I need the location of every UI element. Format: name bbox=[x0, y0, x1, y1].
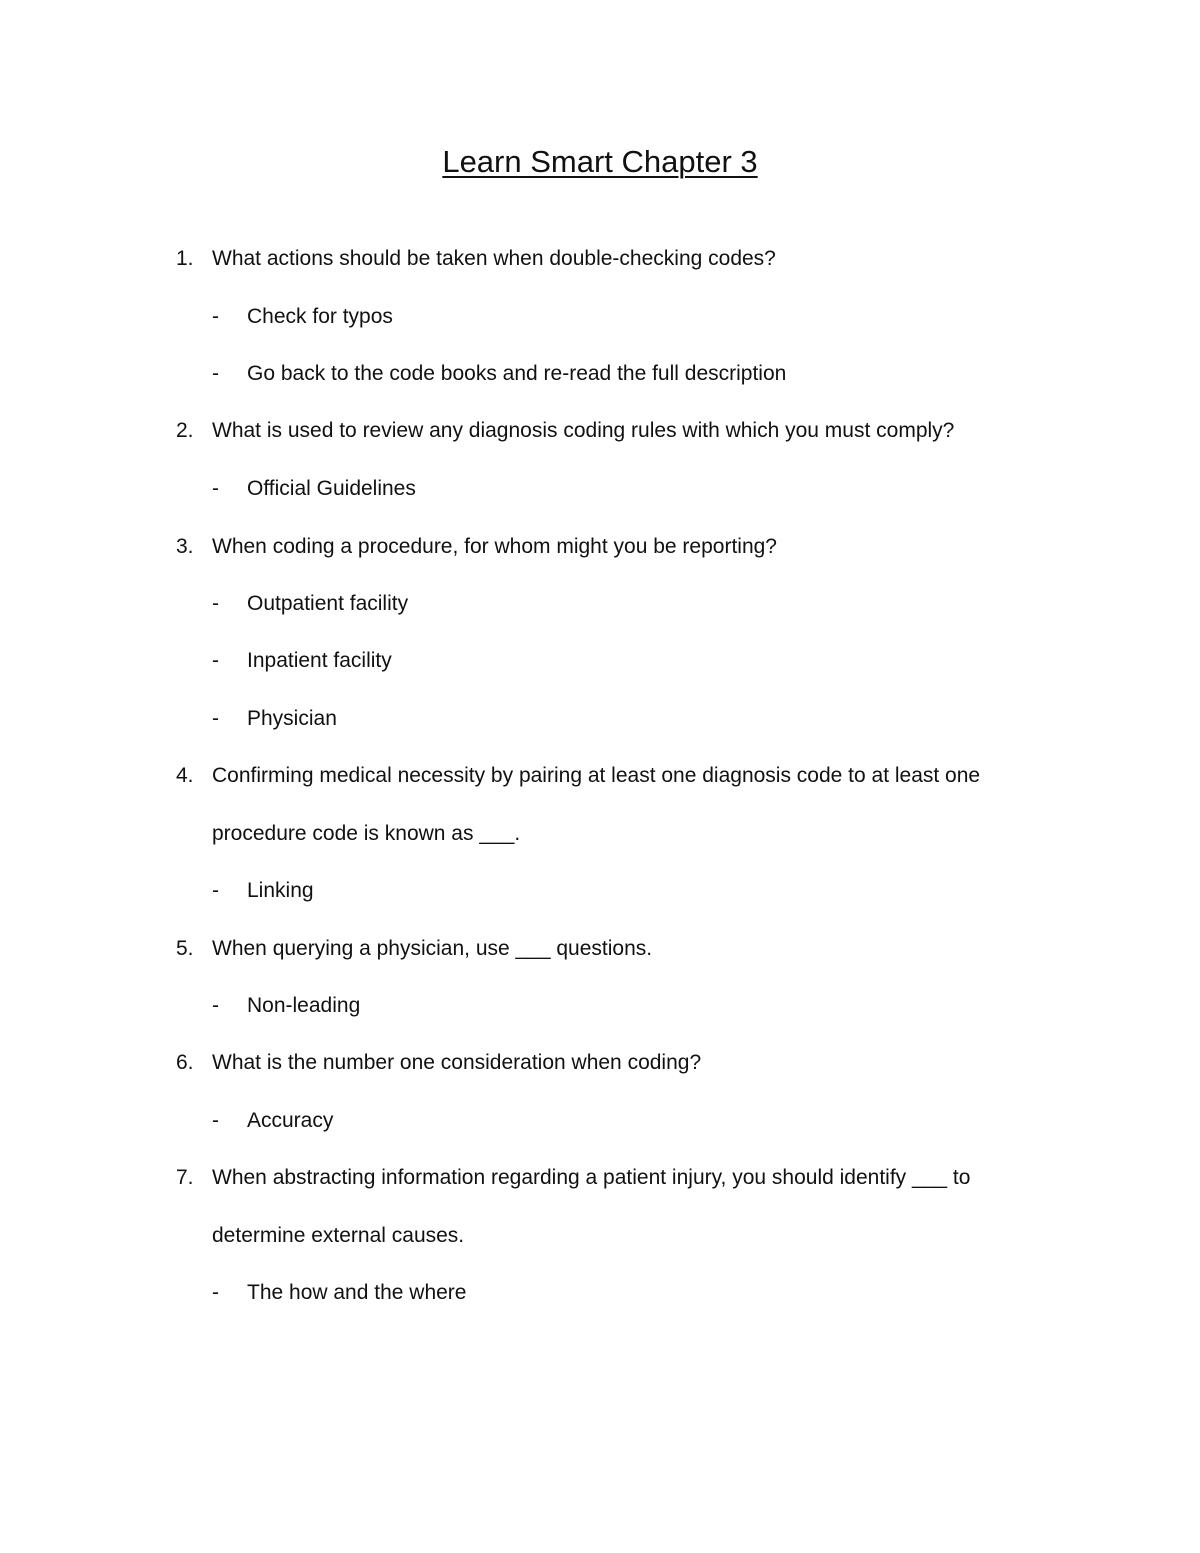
answer-text: Go back to the code books and re-read the full description bbox=[247, 362, 787, 385]
bullet-dash: - bbox=[212, 592, 219, 615]
question-text: Confirming medical necessity by pairing at least one diagnosis code to at least one bbox=[212, 764, 981, 787]
answer-text: The how and the where bbox=[247, 1281, 467, 1304]
answer-text: Linking bbox=[247, 879, 314, 902]
question-text: When coding a procedure, for whom might you be reporting? bbox=[212, 535, 777, 558]
answer-text: Outpatient facility bbox=[247, 592, 409, 615]
question-text: procedure code is known as ___. bbox=[212, 822, 521, 845]
bullet-dash: - bbox=[212, 649, 219, 672]
bullet-dash: - bbox=[212, 879, 219, 902]
question-text: What is the number one consideration when coding? bbox=[212, 1051, 702, 1074]
question-number: 1. bbox=[176, 247, 194, 270]
bullet-dash: - bbox=[212, 305, 219, 328]
question-number: 2. bbox=[176, 419, 194, 442]
answer-text: Non-leading bbox=[247, 994, 361, 1017]
answer-text: Accuracy bbox=[247, 1109, 334, 1132]
question-text: What actions should be taken when double-checking codes? bbox=[212, 247, 776, 270]
answer-text: Physician bbox=[247, 707, 337, 730]
question-text: When querying a physician, use ___ questions. bbox=[212, 937, 653, 960]
question-number: 6. bbox=[176, 1051, 194, 1074]
question-text: What is used to review any diagnosis coding rules with which you must comply? bbox=[212, 419, 955, 442]
answer-text: Check for typos bbox=[247, 305, 393, 328]
bullet-dash: - bbox=[212, 707, 219, 730]
answer-text: Inpatient facility bbox=[247, 649, 392, 672]
question-number: 7. bbox=[176, 1166, 194, 1189]
question-text: determine external causes. bbox=[212, 1224, 465, 1247]
question-number: 5. bbox=[176, 937, 194, 960]
page-title: Learn Smart Chapter 3 bbox=[442, 144, 758, 179]
bullet-dash: - bbox=[212, 994, 219, 1017]
question-text: When abstracting information regarding a patient injury, you should identify ___ to bbox=[212, 1166, 971, 1189]
bullet-dash: - bbox=[212, 362, 219, 385]
question-number: 3. bbox=[176, 535, 194, 558]
bullet-dash: - bbox=[212, 477, 219, 500]
bullet-dash: - bbox=[212, 1109, 219, 1132]
answer-text: Official Guidelines bbox=[247, 477, 416, 500]
question-number: 4. bbox=[176, 764, 194, 787]
bullet-dash: - bbox=[212, 1281, 219, 1304]
